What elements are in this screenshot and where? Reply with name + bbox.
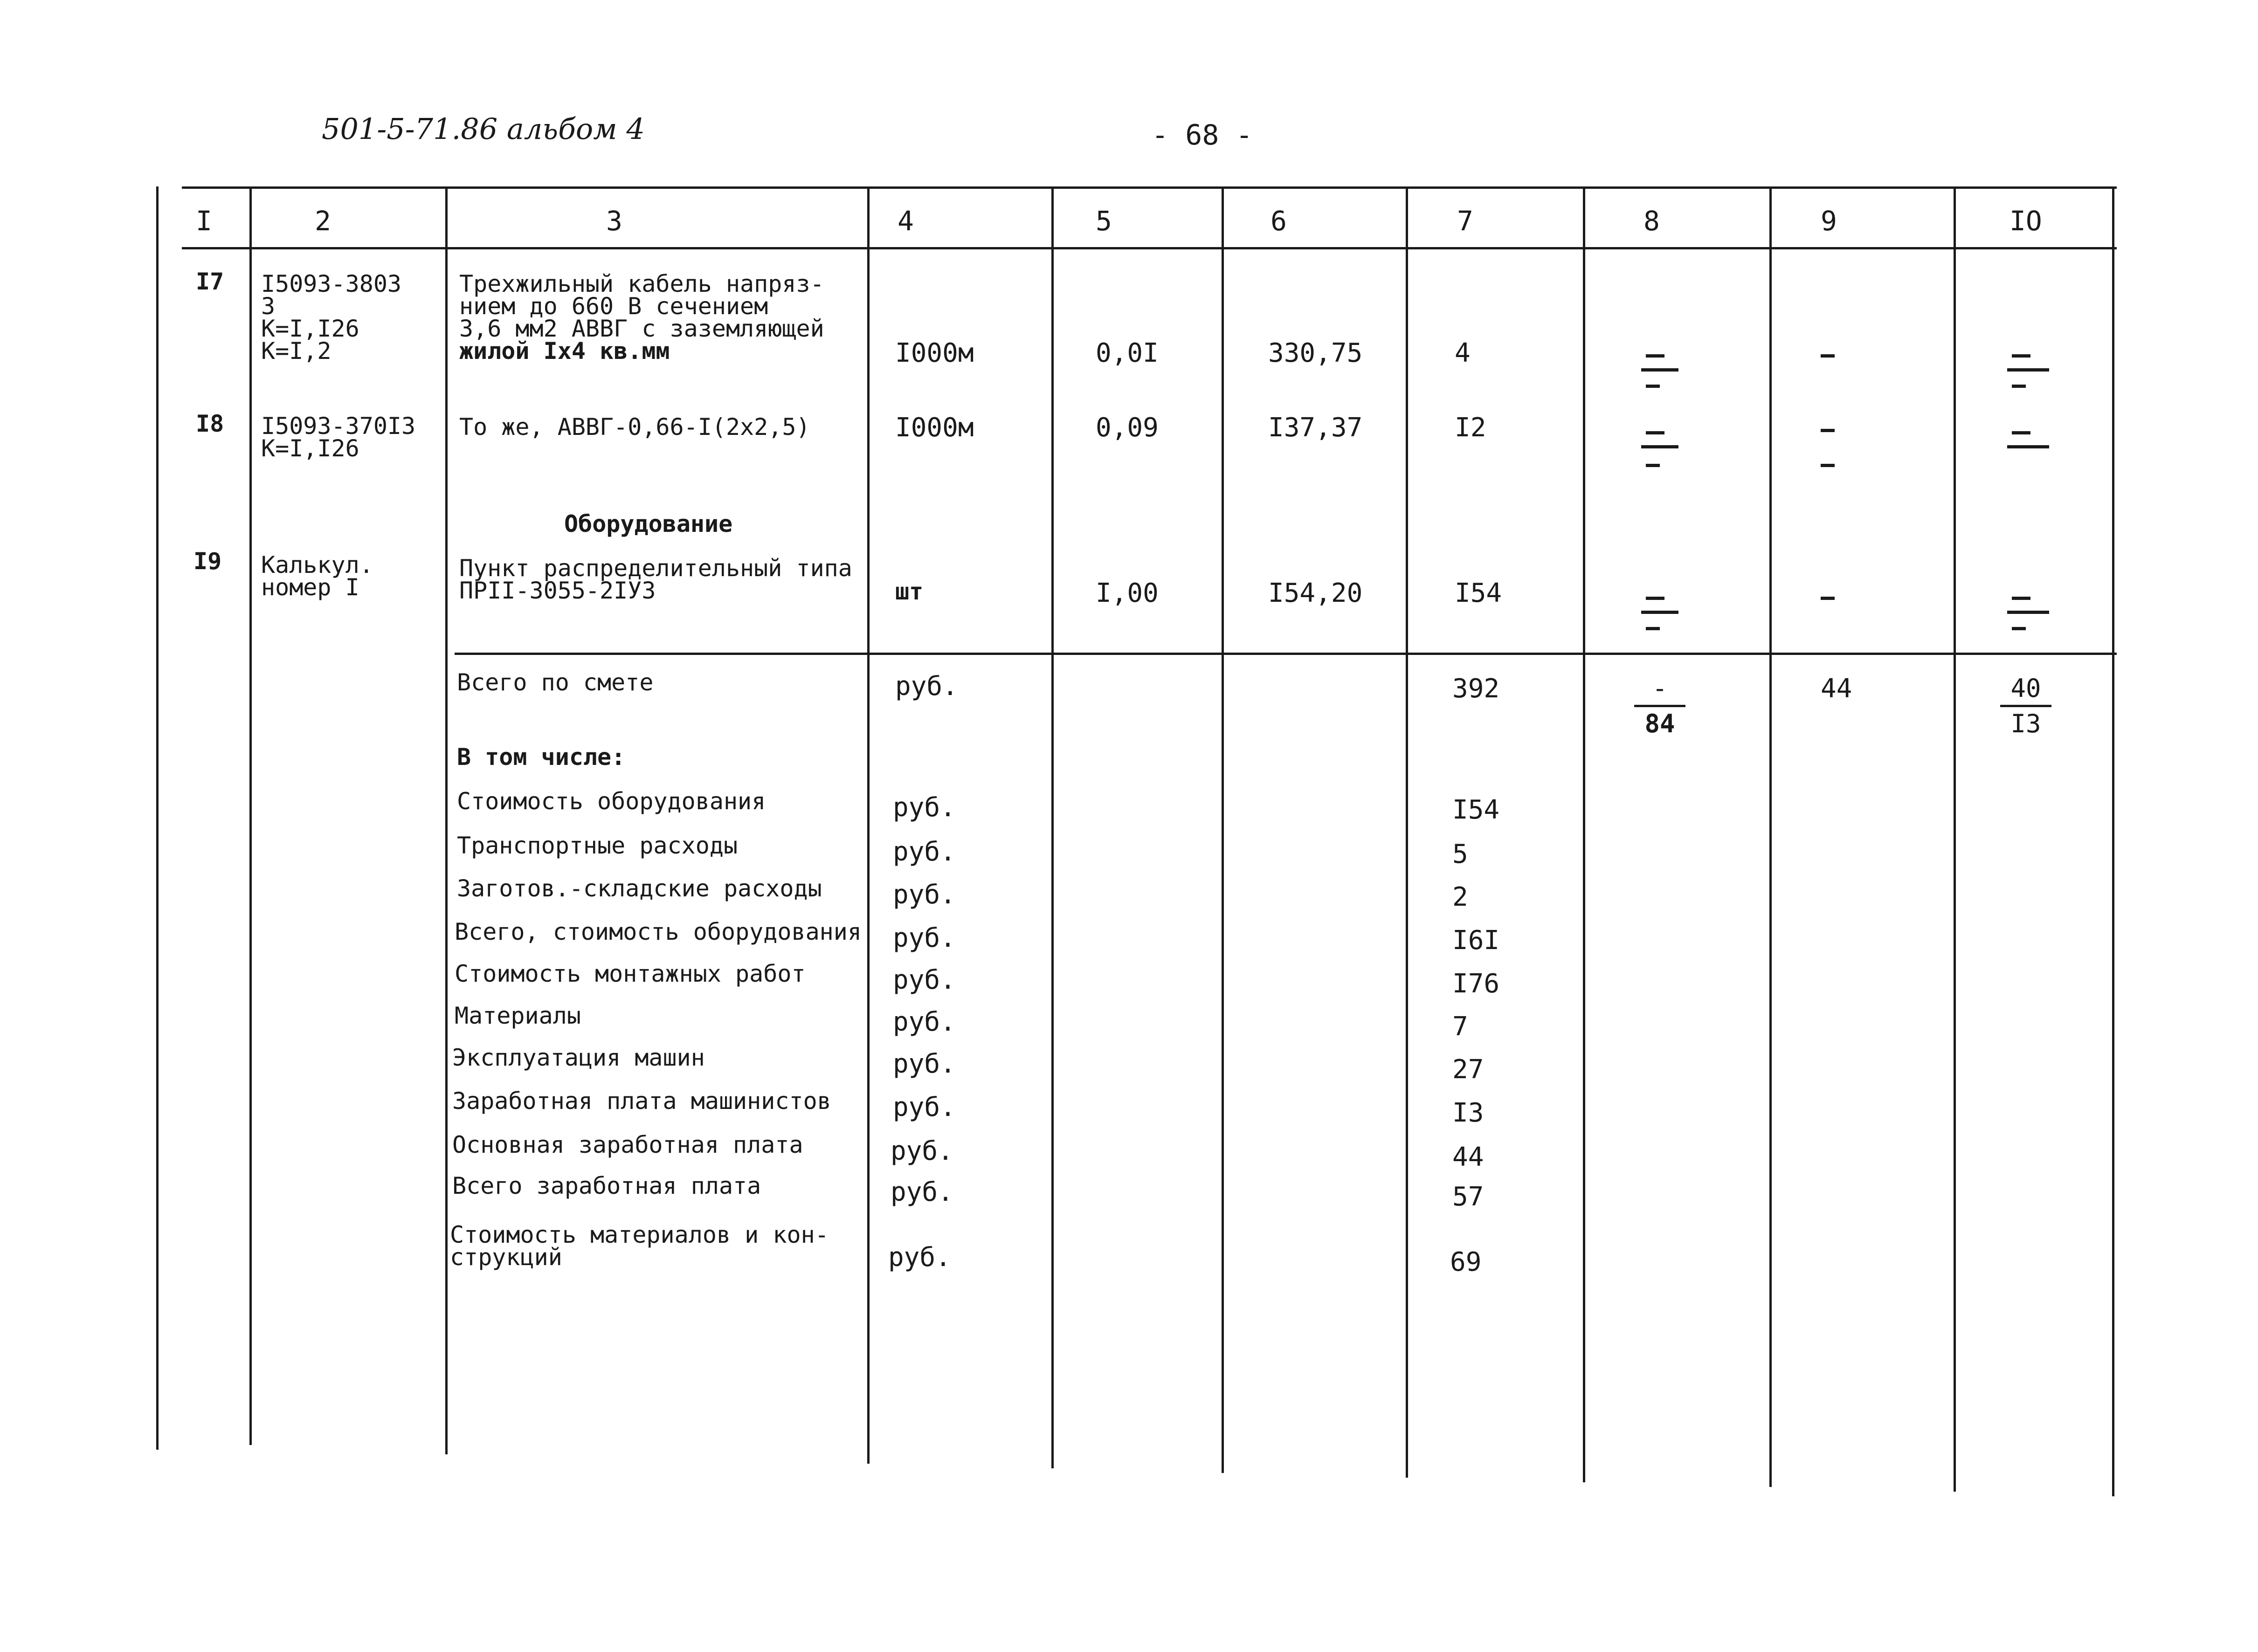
item-value: I54 — [1452, 795, 1500, 825]
item-unit: руб. — [893, 1092, 956, 1122]
fraction-top: 40 — [2010, 674, 2041, 703]
total-value: 392 — [1452, 674, 1500, 704]
item-label: Транспортные расходы — [457, 832, 738, 859]
total-col9: 44 — [1821, 674, 1852, 704]
table-top-border — [182, 186, 2117, 189]
row-quantity: 0,09 — [1096, 413, 1159, 443]
column-header-10: IO — [2009, 205, 2042, 237]
code-line: К=I,I26 — [261, 435, 359, 462]
code-line: К=I,2 — [261, 337, 331, 365]
desc-line: То же, АВВГ-0,66-I(2х2,5) — [459, 413, 810, 441]
row-col9-dash — [1821, 597, 1835, 600]
desc-line: Пункт распределительный типа — [459, 555, 852, 582]
column-divider — [445, 186, 448, 1454]
item-label: Основная заработная плата — [452, 1131, 803, 1158]
column-divider — [1222, 186, 1224, 1473]
row-code — [261, 415, 415, 460]
column-divider — [1583, 186, 1585, 1482]
row-number: I8 — [196, 410, 224, 437]
row-total: I2 — [1455, 413, 1486, 443]
item-label: Стоимость монтажных работ — [455, 960, 806, 987]
row-unit: I000м — [895, 338, 974, 368]
row-unit: I000м — [895, 413, 974, 443]
row-unit: шт — [895, 578, 924, 605]
column-header-8: 8 — [1643, 205, 1660, 237]
item-label: Заготов.-складские расходы — [457, 875, 822, 902]
row-code — [261, 270, 402, 365]
column-divider — [156, 186, 159, 1450]
code-line: К=I,I26 — [261, 315, 359, 342]
row-number: I7 — [196, 268, 224, 295]
desc-line: нием до 660 В сечением — [459, 293, 768, 320]
total-col8 — [1634, 674, 1685, 738]
column-divider — [249, 186, 252, 1445]
item-unit: руб. — [893, 880, 956, 910]
item-unit: руб. — [893, 1049, 956, 1079]
item-value: 2 — [1452, 882, 1468, 912]
row-price: I37,37 — [1268, 413, 1363, 443]
totals-separator — [455, 653, 2117, 655]
row-number: I9 — [193, 548, 222, 575]
item-value: 57 — [1452, 1182, 1484, 1212]
item-value: 27 — [1452, 1054, 1484, 1085]
column-header-9: 9 — [1821, 205, 1837, 237]
column-header-6: 6 — [1271, 205, 1287, 237]
item-unit: руб. — [891, 1136, 953, 1166]
column-header-1: I — [196, 205, 212, 237]
item-value: 69 — [1450, 1247, 1482, 1277]
section-heading-equipment: Оборудование — [564, 510, 733, 537]
item-unit: руб. — [893, 792, 956, 823]
total-label: Всего по смете — [457, 669, 654, 696]
code-line: I5093-3803 — [261, 270, 402, 297]
item-unit: руб. — [888, 1242, 951, 1273]
row-price: I54,20 — [1268, 578, 1363, 608]
item-unit: руб. — [893, 1007, 956, 1037]
row-description — [459, 270, 824, 365]
row-total: 4 — [1455, 338, 1471, 368]
row-quantity: 0,0I — [1096, 338, 1159, 368]
total-unit: руб. — [895, 671, 958, 702]
page-number: - 68 - — [1152, 119, 1253, 151]
desc-line: 3,6 мм2 АВВГ с заземляющей — [459, 315, 824, 342]
column-divider — [2112, 186, 2114, 1496]
item-unit: руб. — [893, 923, 956, 953]
column-header-4: 4 — [898, 205, 914, 237]
item-unit: руб. — [891, 1177, 953, 1207]
item-unit: руб. — [893, 837, 956, 867]
code-line: номер I — [261, 574, 359, 601]
total-col10 — [2000, 674, 2051, 738]
item-value: I76 — [1452, 969, 1500, 999]
column-divider — [867, 186, 870, 1464]
code-line: I5093-370I3 — [261, 413, 416, 440]
row-price: 330,75 — [1268, 338, 1363, 368]
fraction-top: - — [1652, 674, 1668, 703]
column-header-2: 2 — [315, 205, 331, 237]
item-label: Всего, стоимость оборудования — [455, 918, 862, 945]
item-label: Заработная плата машинистов — [452, 1088, 831, 1115]
document-code: 501-5-71.86 альбом 4 — [322, 112, 645, 146]
item-label-line: Стоимость материалов и кон- — [450, 1221, 829, 1248]
including-label: В том числе: — [457, 743, 626, 771]
column-header-5: 5 — [1096, 205, 1112, 237]
fraction-bottom: I3 — [2010, 709, 2041, 738]
row-description — [459, 413, 810, 441]
column-divider — [1406, 186, 1408, 1478]
header-bottom-border — [182, 247, 2117, 249]
column-header-3: 3 — [606, 205, 622, 237]
code-line: 3 — [261, 293, 276, 320]
item-unit: руб. — [893, 965, 956, 995]
item-label: Стоимость оборудования — [457, 788, 766, 815]
item-value: I3 — [1452, 1098, 1484, 1128]
fraction-bottom: 84 — [1644, 709, 1675, 738]
item-value: 7 — [1452, 1012, 1468, 1042]
row-code — [261, 551, 373, 601]
item-label: Материалы — [455, 1002, 581, 1029]
item-value: 5 — [1452, 839, 1468, 869]
desc-line: жилой Iх4 кв.мм — [459, 337, 670, 365]
row-description — [459, 557, 852, 602]
column-divider — [1769, 186, 1772, 1487]
item-value: 44 — [1452, 1142, 1484, 1172]
item-label — [450, 1221, 829, 1271]
item-label: Всего заработная плата — [452, 1172, 761, 1199]
code-line: Калькул. — [261, 551, 373, 578]
row-col9-dash — [1821, 354, 1835, 358]
item-label-line: струкций — [450, 1244, 562, 1271]
item-label: Эксплуатация машин — [452, 1044, 705, 1071]
row-quantity: I,00 — [1096, 578, 1159, 608]
desc-line: ПРII-3055-2IУ3 — [459, 577, 656, 604]
column-header-7: 7 — [1457, 205, 1473, 237]
row-total: I54 — [1455, 578, 1502, 608]
desc-line: Трехжильный кабель напряз- — [459, 270, 824, 297]
column-divider — [1954, 186, 1956, 1492]
column-divider — [1051, 186, 1054, 1468]
item-value: I6I — [1452, 925, 1500, 956]
